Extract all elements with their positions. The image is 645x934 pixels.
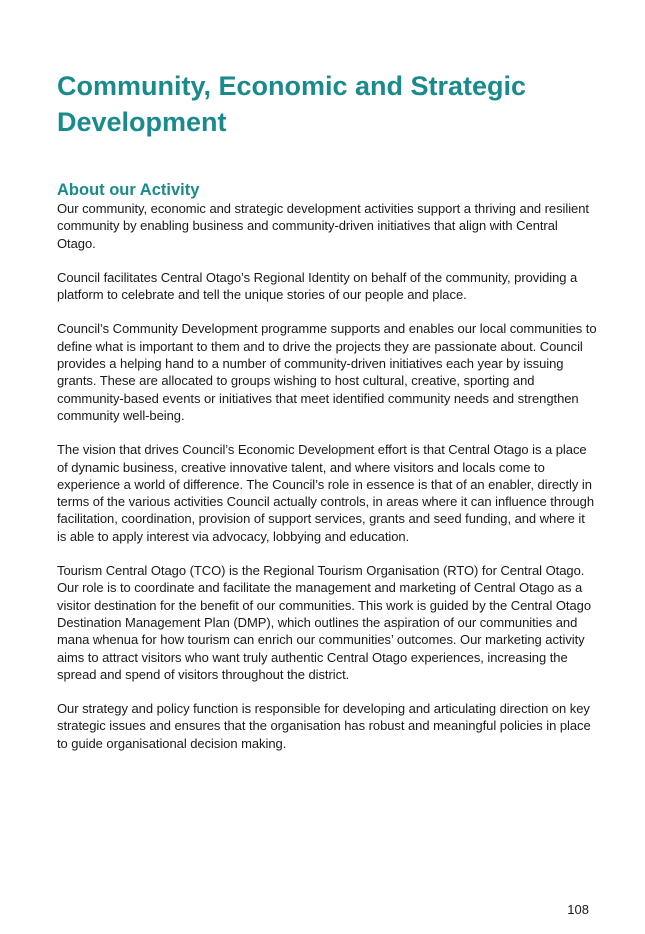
paragraph-economic-development: The vision that drives Council’s Economic Development effort is that Central Otago is a place of dynamic business, creative innovative talent, and where visitors and locals come to experience a world of difference. The Council’s role in essence is that of an enabler, directly in terms of the various activities Council actually controls, in areas where it can influence through facilitation, coordination, provision of support services, grants and seed funding, and where it is able to apply interest via advocacy, lobbying and education.	[57, 442, 595, 544]
page-number: 108	[567, 902, 589, 917]
body-text	[57, 200, 597, 752]
paragraph-tourism: Tourism Central Otago (TCO) is the Regional Tourism Organisation (RTO) for Central Otago. Our role is to coordinate and facilitate the management and marketing of Central Otago as a visitor destination for the benefit of our communities. This work is guided by the Central Otago Destination Management Plan (DMP), which outlines the aspiration of our communities and mana whenua for how tourism can enrich our communities’ outcomes. Our marketing activity aims to attract visitors who want truly authentic Central Otago experiences, increasing the spread and spend of visitors throughout the district.	[57, 563, 592, 682]
paragraph-strategy-policy: Our strategy and policy function is responsible for developing and articulating direction on key strategic issues and ensures that the organisation has robust and meaningful policies in place to guide organisational decision making.	[57, 701, 591, 751]
page-title: Community, Economic and Strategic Development	[57, 71, 527, 137]
paragraph-community-development: Council’s Community Development programme supports and enables our local communities to define what is important to them and to drive the projects they are passionate about. Council provides a helping hand to a number of community-driven initiatives each year by issuing grants. These are allocated to groups wishing to host cultural, creative, sporting and community-based events or initiatives that meet identified community needs and strengthen community well-being.	[57, 321, 597, 423]
paragraph-intro: Our community, economic and strategic development activities support a thriving and resilient community by enabling business and community-driven initiatives that align with Central Otago.	[57, 201, 589, 251]
section-heading: About our Activity	[57, 181, 200, 199]
document-page	[57, 68, 597, 752]
paragraph-regional-identity: Council facilitates Central Otago’s Regional Identity on behalf of the community, providing a platform to celebrate and tell the unique stories of our people and place.	[57, 269, 578, 303]
